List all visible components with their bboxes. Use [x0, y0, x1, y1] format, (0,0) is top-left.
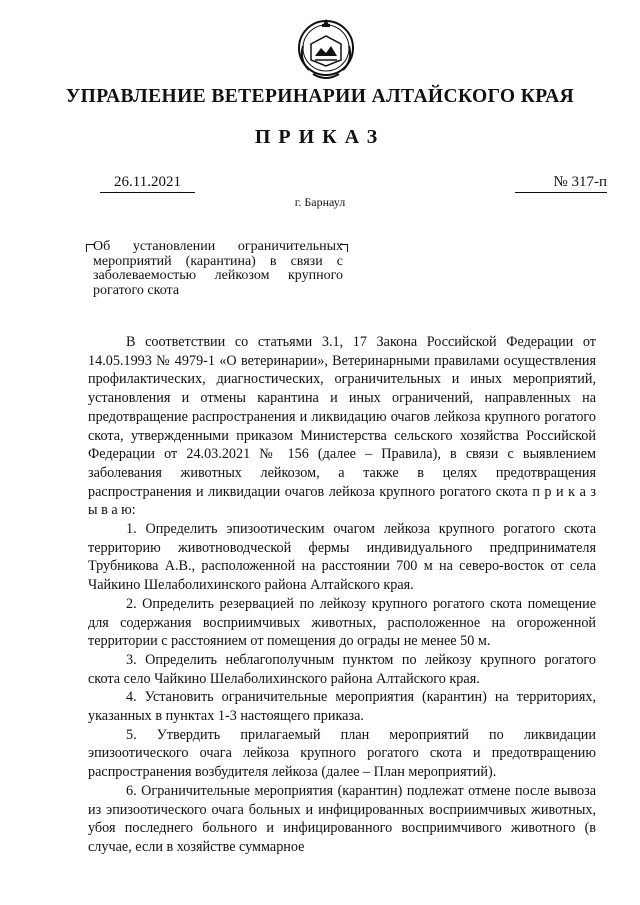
- order-item-4: 4. Установить ограничительные мероприятия (карантин) на территориях, указанных в пунктах 1-3 настоящего приказа.: [88, 689, 596, 725]
- order-body: [88, 333, 596, 857]
- organization-title: УПРАВЛЕНИЕ ВЕТЕРИНАРИИ АЛТАЙСКОГО КРАЯ: [65, 86, 575, 107]
- order-item-6: 6. Ограничительные мероприятия (карантин) подлежат отмене после вывоза из эпизоотического очага больных и инфицированных восприимчивых животных, убоя последнего больного и инфицированного восприимчивого животного (в случае, если в хозяйстве суммарное: [88, 782, 596, 855]
- order-number: № 317-п: [515, 174, 607, 193]
- preamble-paragraph: В соответствии со статьями 3.1, 17 Закона Российской Федерации от 14.05.1993 № 4979-1 «О ветеринарии», Ветеринарными правилами осуществления профилактических, диагностических, ограничительных и иных мероприятий, установления и отмены карантина и иных ограничений, направленных на предотвращение распространения и ликвидацию очагов лейкоза крупного рогатого скота, утвержденными приказом Министерства сельского хозяйства Российской Федерации от 24.03.2021 № 156 (далее – Правила), в связи с выявлением заболевания животных лейкозом, а также в целях предотвращения распространения и ликвидации очагов лейкоза крупного рогатого скота п р и к а з ы в а ю:: [88, 334, 596, 519]
- altai-krai-coat-of-arms-icon: [295, 16, 357, 86]
- city-label: г. Барнаул: [294, 195, 346, 209]
- coat-of-arms-emblem: [295, 16, 357, 86]
- document-type-title: ПРИКАЗ: [254, 126, 386, 148]
- order-item-2: 2. Определить резервацией по лейкозу крупного рогатого скота помещение для содержания восприимчивых животных, расположенное на огороженной территории с расстоянием от помещения до ограды не менее 50 м.: [88, 595, 596, 650]
- order-item-5: 5. Утвердить прилагаемый план мероприятий по ликвидации эпизоотического очага лейкоза крупного рогатого скота и предотвращению распространения возбудителя лейкоза (далее – План мероприятий).: [88, 726, 596, 781]
- order-item-1: 1. Определить эпизоотическим очагом лейкоза крупного рогатого скота территорию животноводческой фермы индивидуального предпринимателя Трубникова А.В., расположенной на расстоянии 700 м на северо-восток от села Чайкино Шелаболихинского района Алтайского края.: [88, 521, 596, 594]
- order-subject: Об установлении ограничительных мероприятий (карантина) в связи с заболеваемостью лейкозом крупного рогатого скота: [93, 239, 343, 298]
- order-date: 26.11.2021: [100, 174, 195, 193]
- order-item-3: 3. Определить неблагополучным пунктом по лейкозу крупного рогатого скота село Чайкино Шелаболихинского района Алтайского края.: [88, 651, 596, 687]
